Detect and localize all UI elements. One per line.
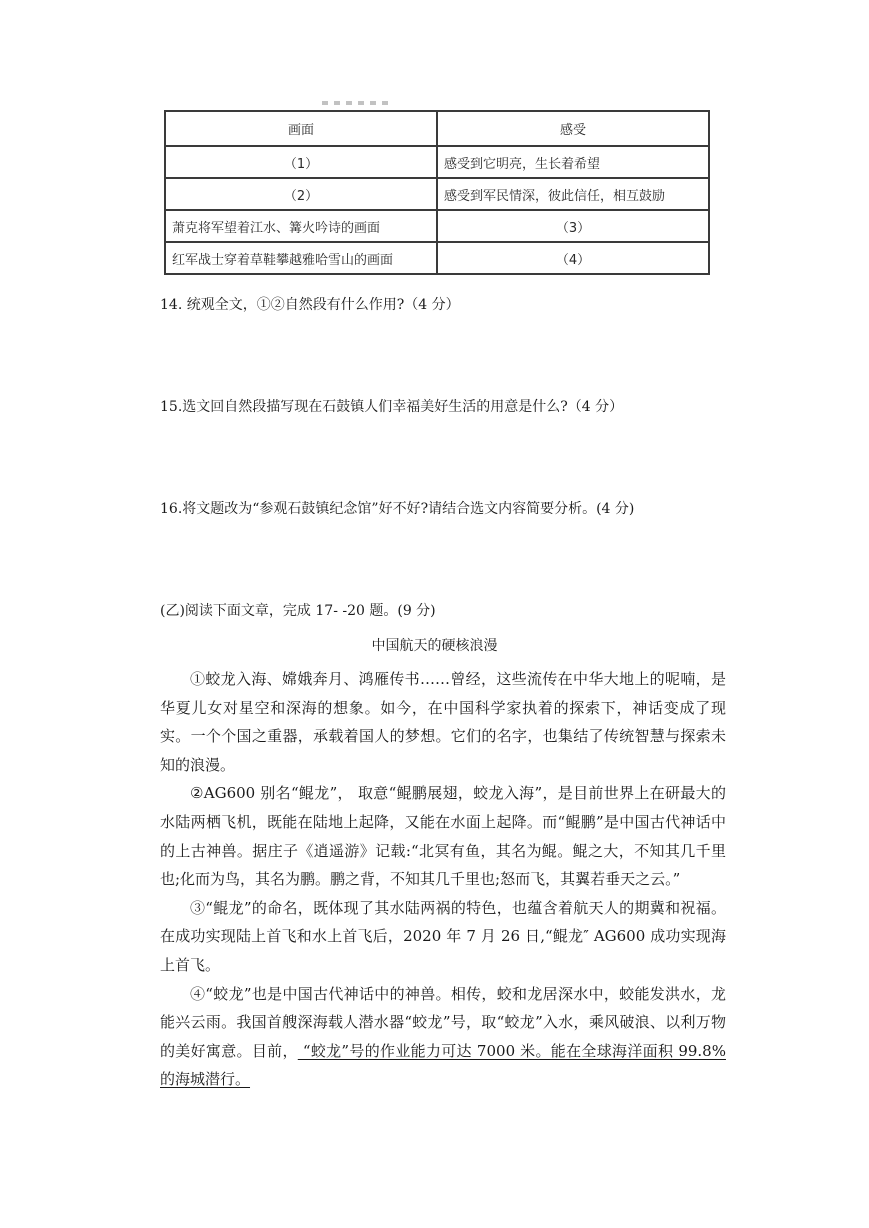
header-feeling: 感受	[437, 111, 709, 146]
paragraph-4-text: ④“蛟龙”也是中国古代神话中的神兽。相传，蛟和龙居深水中，蛟能发洪水，龙能兴云雨。我国首艘深海载人潜水器“蛟龙”号，取“蛟龙”入水，乘风破浪、以利万物的美好寓意。目前，	[160, 984, 726, 1060]
paragraph-2: ②AG600 别名“鲲龙”， 取意“鲲鹏展翅，蛟龙入海”，是目前世界上在研最大的水陆两栖飞机，既能在陆地上起降，又能在水面上起降。而“鲲鹏”是中国古代神话中的上古神兽。据庄子《逍遥游》记载:“北冥有鱼，其名为鲲。鲲之大，不知其几千里也;化而为鸟，其名为鹏。鹏之背，不知其几千里也;怒而飞，其翼若垂天之云。”	[160, 784, 726, 889]
table-header-row	[165, 111, 709, 146]
cell-scene: 红军战士穿着草鞋攀越雅哈雪山的画面	[165, 242, 437, 274]
section-b-intro: (乙)阅读下面文章，完成 17- -20 题。(9 分)	[160, 603, 436, 619]
article-title: 中国航天的硬核浪漫	[371, 638, 498, 654]
cell-scene: （2）	[165, 178, 437, 210]
question-15: 15.选文回自然段描写现在石鼓镇人们幸福美好生活的用意是什么?（4 分）	[160, 399, 624, 415]
cell-scene: 萧克将军望着江水、篝火吟诗的画面	[165, 210, 437, 242]
article-body	[160, 665, 726, 1094]
paragraph-3: ③“鲲龙”的命名，既体现了其水陆两祸的特色，也蕴含着航天人的期冀和祝福。在成功实现陆上首飞和水上首飞后，2020 年 7 月 26 日,“鲲龙″ AG600 成功实现海上首飞。	[160, 898, 726, 974]
paragraph-4	[160, 980, 726, 1094]
scene-feeling-table	[164, 110, 710, 275]
cell-feeling: （4）	[437, 242, 709, 274]
table-row	[165, 178, 709, 210]
question-16: 16.将文题改为“参观石鼓镇纪念馆”好不好?请结合选文内容简要分析。(4 分)	[160, 501, 635, 517]
table-row	[165, 146, 709, 178]
table-row	[165, 210, 709, 242]
underlined-sentence: “蛟龙”号的作业能力可达 7000 米。能在全球海洋面积 99.8%的海城潜行。	[160, 1041, 726, 1089]
header-scene: 画面	[165, 111, 437, 146]
cell-feeling: （3）	[437, 210, 709, 242]
table-row	[165, 242, 709, 274]
cell-feeling: 感受到它明亮，生长着希望	[437, 146, 709, 178]
cell-feeling: 感受到军民情深，彼此信任，相互鼓励	[437, 178, 709, 210]
cell-scene: （1）	[165, 146, 437, 178]
scan-smudge	[322, 101, 392, 105]
question-14: 14. 统观全文，①②自然段有什么作用?（4 分）	[160, 297, 460, 313]
paragraph-1: ①蛟龙入海、嫦娥奔月、鸿雁传书……曾经，这些流传在中华大地上的呢喃，是华夏儿女对星空和深海的想象。如今，在中国科学家执着的探索下，神话变成了现实。一个个国之重器，承载着国人的梦想。它们的名字，也集结了传统智慧与探索未知的浪漫。	[160, 670, 726, 774]
